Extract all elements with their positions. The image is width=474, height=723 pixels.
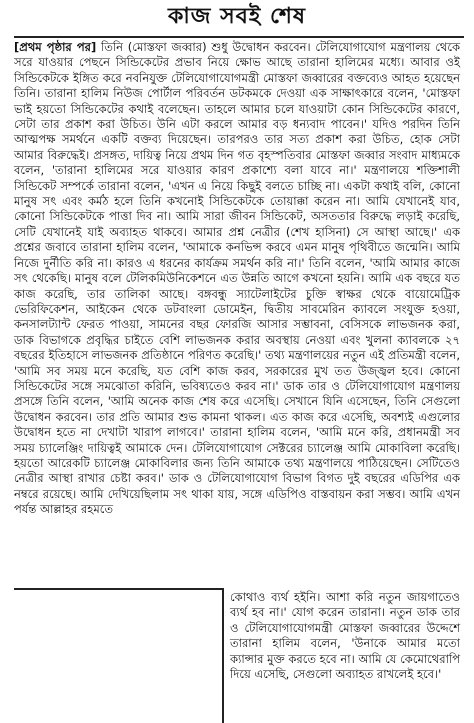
column-divider-horizontal: [14, 588, 224, 590]
article-body-text: তিনি (মোস্তফা জব্বার) শুধু উদ্বোধন করবেন। টেলিযোগাযোগ মন্ত্রণালয় থেকে সরে যাওয়ার পেছনে সিন্ডিকেটের প্রভাব নিয়ে ক্ষোভ আছে তারানা হালিমের মধ্যে। আবার ওই সিন্ডিকেটকে ইঙ্গিত করে নবনিযুক্ত টেলিযোগাযোগমন্ত্রী মোস্তফা জব্বারের বক্তব্যেও আহত হয়েছেন তিনি। তারানা হালিম নিউজ পোর্টাল পরিবর্তন ডটকমকে দেওয়া এক সাক্ষাৎকারে বলেন, 'মোস্তফা ভাই হয়তো সিন্ডিকেটের কথাই বলেছেন। তাহলে আমার চলে যাওয়াটা কোন সিন্ডিকেটের কারণে, সেটা তার প্রকাশ করা উচিত। উনি এটা করলে আমার বড় ধন্যবাদ পাবেন।' যদিও পরদিন তিনি আত্মপক্ষ সমর্থনে একটি বক্তব্য দিয়েছেন। তারপরও তার সত্য প্রকাশ করা উচিত, হোক সেটা আমার বিরুদ্ধেই। প্রসঙ্গত, দায়িত্ব নিয়ে প্রথম দিন গত বৃহস্পতিবার মোস্তফা জব্বার সংবাদ মাধ্যমকে বলেন, 'তারানা হালিমের সরে যাওয়ার কারণ প্রকাশ্যে বলা যাবে না।' মন্ত্রণালয়ে শক্তিশালী সিন্ডিকেট সম্পর্কে তারানা বলেন, 'এখন এ নিয়ে কিছুই বলতে চাচ্ছি না। একটা কথাই বলি, কোনো মানুষ সৎ এবং কর্মঠ হলে তিনি কখনোই সিন্ডিকেটকে তোয়াক্কা করেন না। আমি যেখানেই যাব, কোনো সিন্ডিকেটকে পাত্তা দিব না। আমি সারা জীবন সিন্ডিকেট, অসততার বিরুদ্ধে লড়াই করেছি, সেটি যেখানেই যাই অব্যাহত থাকবে। আমার প্রশ্ন নেত্রীর (শেখ হাসিনা) সে আস্থা আছে।' এক প্রশ্নের জবাবে তারানা হালিম বলেন, 'আমাকে কনভিন্স করবে এমন মানুষ পৃথিবীতে জন্মেনি। আমি নিজে দুর্নীতি করি না। কারও এ ধরনের কার্যক্রম সমর্থন করি না।' তিনি বলেন, 'আমি আমার কাজে সৎ থেকেছি। মানুষ বলে টেলিকমিউনিকেশনে এত উন্নতি আগে কখনো হয়নি। আমি এক বছরে যত কাজ করেছি, তার তালিকা আছে। বঙ্গবন্ধু স্যাটেলাইটের চুক্তি স্বাক্ষর থেকে বায়োমেট্রিক ভেরিফিকেশন, আইকেন থেকে ডটবাংলা ডোমেইন, দ্বিতীয় সাবমেরিন ক্যাবলে সংযুক্ত হওয়া, কনসালট্যান্ট ফেরত পাওয়া, সামনের বছর ফোরজি আসার সম্ভাবনা, বেসিসকে লাভজনক করা, ডাক বিভাগকে প্রবৃদ্ধির চাইতে বেশি লাভজনক করার অবস্থায় নেওয়া এবং খুলনা ক্যাবলকে ২৭ বছরের ইতিহাসে লাভজনক প্রতিষ্ঠানে পরিণত করেছি।' তথ্য মন্ত্রণালয়ের নতুন এই প্রতিমন্ত্রী বলেন, 'আমি সব সময় মনে করেছি, যত বেশি কাজ করব, সরকারের মুখ তত উজ্জ্বল হবে। কোনো সিন্ডিকেটের সঙ্গে সমঝোতা করিনি, ভবিষ্যতেও করব না।' ডাক তার ও টেলিযোগাযোগ মন্ত্রণালয় প্রসঙ্গে তিনি বলেন, 'আমি অনেক কাজ শেষ করে এসেছি। সেখানে যিনি এসেছেন, তিনি সেগুলো উদ্বোধন করবেন। তার প্রতি আমার শুভ কামনা থাকল। এত কাজ করে এসেছি, অবশ্যই এগুলোর উদ্বোধন হতে না দেখাটা খারাপ লাগবে।' তারানা হালিম বলেন, 'আমি মনে করি, প্রধানমন্ত্রী সব সময় চ্যালেঞ্জিং দায়িত্বই আমাকে দেন। টেলিযোগাযোগ সেক্টরের চ্যালেঞ্জ আমি মোকাবিলা করেছি। হয়তো আরেকটি চ্যালেঞ্জ মোকাবিলার জন্য তিনি আমাকে তথ্য মন্ত্রণালয়ে পাঠিয়েছেন। সেটিতেও নেত্রীর আস্থা রাখার চেষ্টা করব।' ডাক ও টেলিযোগাযোগ বিভাগ বিগত দুই বছরের এডিপির এক নম্বরে রয়েছে। আমি দেখিয়েছিলাম সৎ থাকা যায়, সঙ্গে এডিপিও বাস্তবায়ন করা সম্ভব। আমি এখন পর্যন্ত আল্লাহর রহমতে: [14, 40, 460, 517]
article-body: [14, 40, 460, 518]
article-headline: কাজ সবই শেষ: [167, 4, 307, 29]
article-tail: কোথাও ব্যর্থ হইনি। আশা করি নতুন জায়গাতেও ব্যর্থ হব না।' যোগ করেন তারানা। নতুন ডাক তার ও টেলিযোগাযোগমন্ত্রী মোস্তফা জব্বারের উদ্দেশে তারানা হালিম বলেন, 'উনাকে আমার মতো ক্যান্সার মুক্ত করতে হবে না। আমি যে কেমোথেরাপি দিয়ে এসেছি, সেগুলো অব্যাহত রাখলেই হবে।': [230, 590, 460, 682]
continued-from-label: [প্রথম পৃষ্ঠার পর]: [14, 40, 97, 54]
headline-divider: [14, 36, 464, 38]
column-divider-vertical: [222, 588, 224, 723]
